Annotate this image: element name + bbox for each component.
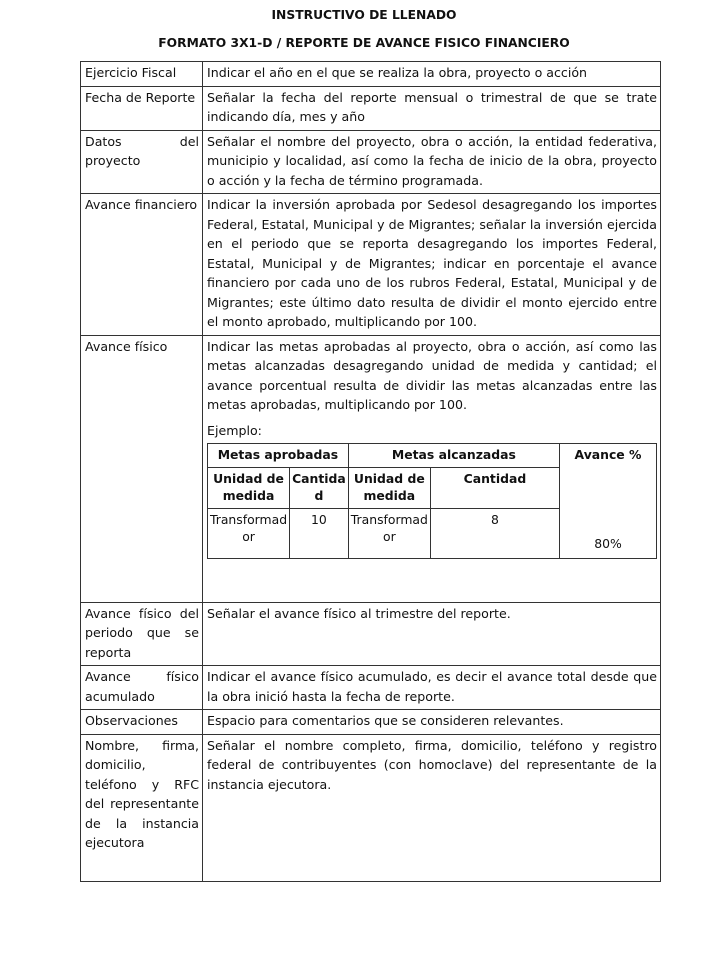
table-row bbox=[81, 734, 661, 881]
table-row bbox=[81, 130, 661, 194]
row-label: Nombre, firma, domicilio, teléfono y RFC del representante de la instancia ejecutora bbox=[81, 734, 203, 881]
row-description: Señalar la fecha del reporte mensual o trimestral de que se trate indicando día, mes y año bbox=[203, 86, 661, 130]
instructions-table bbox=[80, 61, 661, 882]
table-row bbox=[81, 666, 661, 710]
row-description: Indicar el año en el que se realiza la obra, proyecto o acción bbox=[203, 62, 661, 87]
metas-alcanzadas-header: Metas alcanzadas bbox=[348, 444, 559, 468]
row-description: Indicar las metas aprobadas al proyecto, obra o acción, así como las metas alcanzadas desagregando unidad de medida y cantidad; el avance porcentual resulta de dividir las metas alcanzadas entre las metas aprobadas, multiplicando por 100. bbox=[207, 338, 657, 412]
avance-value: 80% bbox=[594, 536, 622, 551]
unidad-medida-header: Unidad de medida bbox=[348, 468, 430, 509]
table-row bbox=[81, 602, 661, 666]
cantidad-value: 10 bbox=[290, 509, 349, 559]
cantidad-header: Cantida d bbox=[290, 468, 349, 509]
avance-header: Avance % bbox=[574, 447, 642, 462]
unidad-medida-header: Unidad de medida bbox=[208, 468, 290, 509]
unidad-value: Transformad or bbox=[208, 509, 290, 559]
cantidad-value: 8 bbox=[430, 509, 559, 559]
table-row bbox=[81, 335, 661, 602]
row-label: Observaciones bbox=[81, 710, 203, 735]
example-table bbox=[207, 443, 657, 559]
row-label: Avance físico del periodo que se reporta bbox=[81, 602, 203, 666]
row-description: Señalar el nombre completo, firma, domicilio, teléfono y registro federal de contribuyentes (con homoclave) del representante de la instancia ejecutora. bbox=[203, 734, 661, 881]
row-label: Avance físico bbox=[81, 335, 203, 602]
row-label: Ejercicio Fiscal bbox=[81, 62, 203, 87]
document-title: INSTRUCTIVO DE LLENADO bbox=[271, 8, 457, 22]
unidad-value: Transformad or bbox=[348, 509, 430, 559]
row-label: Avance físico acumulado bbox=[81, 666, 203, 710]
row-description-cell bbox=[203, 335, 661, 602]
row-description: Espacio para comentarios que se consideren relevantes. bbox=[203, 710, 661, 735]
row-description: Señalar el avance físico al trimestre del reporte. bbox=[203, 602, 661, 666]
table-row bbox=[81, 62, 661, 87]
row-label: Avance financiero bbox=[81, 194, 203, 336]
row-description: Indicar la inversión aprobada por Sedesol desagregando los importes Federal, Estatal, Municipal y de Migrantes; señalar la inversión ejercida en el periodo que se reporta desagregando los importes Federal, Estatal, Municipal y de Migrantes; indicar en porcentaje el avance financiero por cada uno de los rubros Federal, Estatal, Municipal y de Migrantes; este último dato resulta de dividir el monto ejercido entre el monto aprobado, multiplicando por 100. bbox=[203, 194, 661, 336]
row-label: Fecha de Reporte bbox=[81, 86, 203, 130]
row-label: Datos del proyecto bbox=[81, 130, 203, 194]
table-row bbox=[81, 710, 661, 735]
metas-aprobadas-header: Metas aprobadas bbox=[208, 444, 349, 468]
cantidad-header: Cantidad bbox=[430, 468, 559, 509]
row-description: Señalar el nombre del proyecto, obra o acción, la entidad federativa, municipio y localidad, así como la fecha de inicio de la obra, proyecto o acción y la fecha de término programada. bbox=[203, 130, 661, 194]
row-description: Indicar el avance físico acumulado, es decir el avance total desde que la obra inició hasta la fecha de reporte. bbox=[203, 666, 661, 710]
example-label: Ejemplo: bbox=[207, 422, 262, 438]
table-row bbox=[81, 194, 661, 336]
document-subtitle: FORMATO 3X1-D / REPORTE DE AVANCE FISICO FINANCIERO bbox=[158, 36, 570, 50]
table-row bbox=[81, 86, 661, 130]
avance-header-cell bbox=[560, 444, 657, 559]
